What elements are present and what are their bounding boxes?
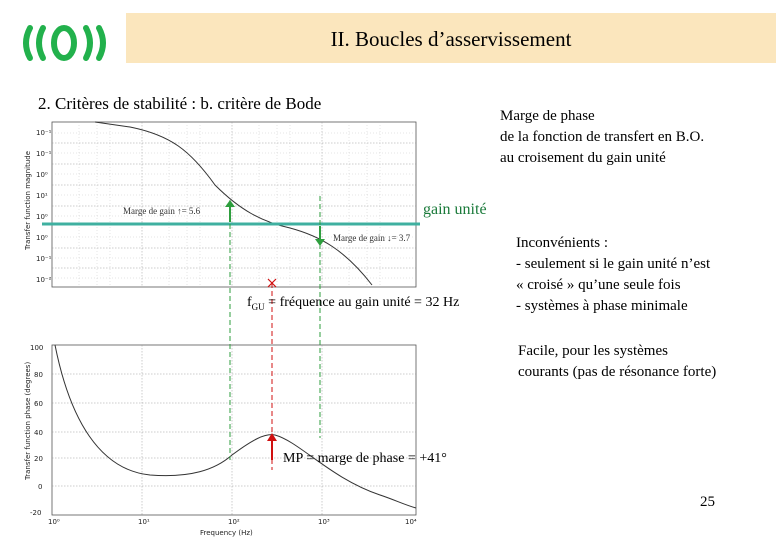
gain-margin-label-2: Marge de gain ↓= 3.7 [333, 233, 411, 243]
gain-margin-label-1: Marge de gain ↑= 5.6 [123, 206, 201, 216]
phase-tick-4: 20 [34, 455, 43, 463]
slide-subtitle: 2. Critères de stabilité : b. critère de Bode [38, 94, 322, 113]
phase-tick-2: 60 [34, 400, 43, 408]
x-label: Frequency (Hz) [200, 529, 253, 537]
x-tick-1: 10¹ [138, 518, 150, 526]
phase-ylabel: Transfer function phase (degrees) [24, 361, 32, 480]
mag-tick-4: 10⁰ [36, 213, 48, 221]
facile-note [518, 341, 716, 383]
phase-margin-label: MP = marge de phase = +41° [283, 451, 447, 466]
phase-tick-6: -20 [30, 509, 42, 517]
inconvenients-line: - systèmes à phase minimale [516, 298, 688, 314]
phase-tick-1: 80 [34, 371, 43, 379]
phase-margin-note [500, 106, 704, 169]
phase-plot-frame [52, 345, 416, 515]
page-number: 25 [700, 494, 715, 510]
phase-margin-note-line: au croisement du gain unité [500, 150, 666, 166]
inconvenients-line: « croisé » qu’une seule fois [516, 277, 681, 293]
gain-unite-label: gain unité [423, 201, 487, 218]
inconvenients-line: - seulement si le gain unité n’est [516, 256, 711, 272]
slide-title: II. Boucles d’asservissement [330, 27, 572, 51]
facile-line: courants (pas de résonance forte) [518, 364, 717, 380]
mag-tick-7: 10⁻² [36, 276, 52, 284]
fgu-symbol: f [247, 295, 252, 310]
inconvenients-line: Inconvénients : [516, 235, 609, 251]
inconvenients-note [516, 233, 710, 317]
mag-tick-3: 10¹ [36, 192, 48, 200]
mag-tick-6: 10⁻¹ [36, 255, 52, 263]
x-tick-4: 10⁴ [405, 518, 417, 526]
magnitude-y-ticks [36, 129, 52, 284]
x-tick-0: 10⁰ [48, 518, 60, 526]
phase-margin-note-line: Marge de phase [500, 108, 595, 124]
phase-tick-5: 0 [38, 483, 43, 491]
mag-tick-5: 10⁰ [36, 234, 48, 242]
phase-tick-3: 40 [34, 429, 43, 437]
fgu-subscript: GU [251, 301, 265, 312]
phase-tick-0: 100 [30, 344, 44, 352]
x-tick-2: 10² [228, 518, 240, 526]
mag-tick-2: 10⁰ [36, 171, 48, 179]
phase-y-ticks [30, 344, 43, 517]
mag-tick-0: 10⁻¹ [36, 129, 52, 137]
x-ticks [48, 518, 417, 526]
mag-tick-1: 10⁻¹ [36, 150, 52, 158]
fgu-label [247, 295, 459, 312]
magnitude-ylabel: Transfer function magnitude [24, 150, 32, 250]
facile-line: Facile, pour les systèmes [518, 343, 668, 359]
phase-margin-note-line: de la fonction de transfert en B.O. [500, 129, 705, 145]
x-tick-3: 10³ [318, 518, 330, 526]
fgu-text: = fréquence au gain unité = 32 Hz [264, 295, 460, 310]
magnitude-plot-frame [52, 122, 416, 287]
